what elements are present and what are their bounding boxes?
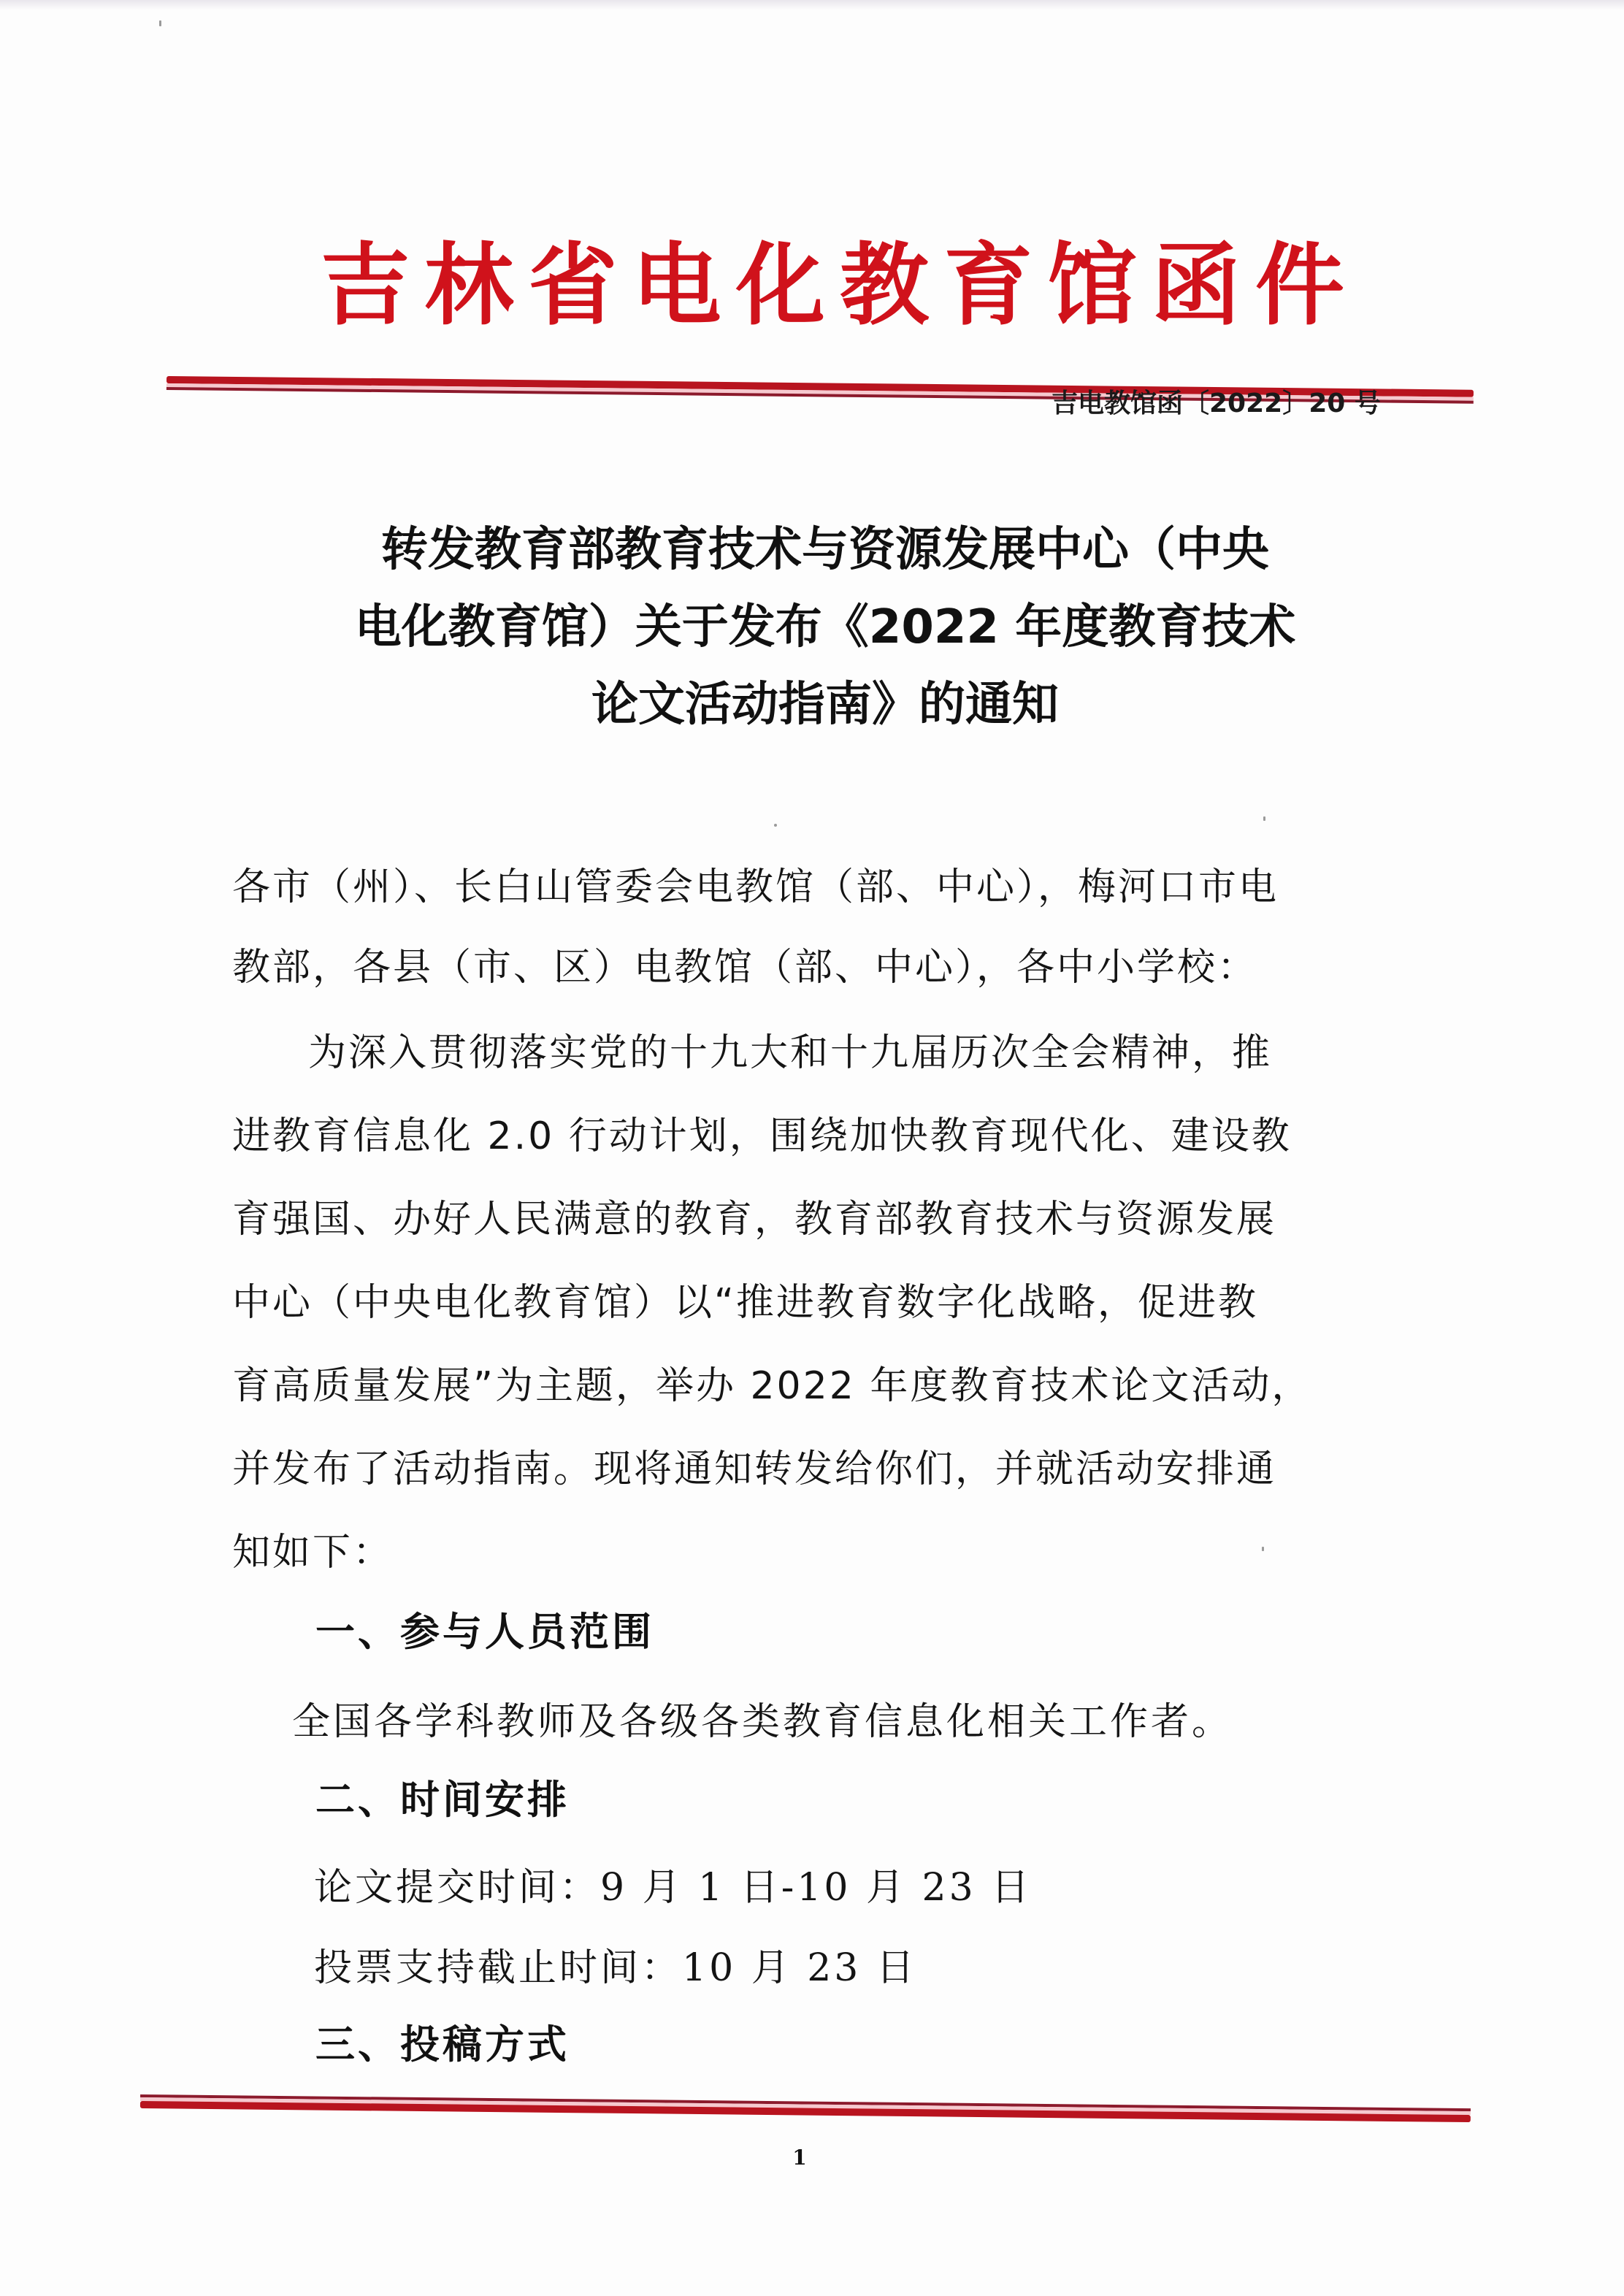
- scan-speck: [1262, 1547, 1264, 1551]
- paragraph-line: 中心（中央电化教育馆）以“推进教育数字化战略，促进教: [232, 1281, 1258, 1325]
- letterhead-char: 吉: [321, 232, 410, 337]
- salutation: [232, 847, 1386, 1008]
- subject-line: 电化教育馆）关于发布《2022 年度教育技术: [354, 600, 1296, 654]
- letterhead-char: 化: [735, 232, 825, 337]
- intro-paragraph: [232, 1011, 1386, 1594]
- paragraph-line: 进教育信息化 2.0 行动计划，围绕加快教育现代化、建设教: [232, 1114, 1292, 1158]
- paragraph-line: 育高质量发展”为主题，举办 2022 年度教育技术论文活动，: [232, 1364, 1312, 1408]
- scan-speck: [159, 20, 161, 26]
- section-heading-participants: 一、参与人员范围: [315, 1609, 654, 1655]
- paragraph-line: 知如下：: [232, 1531, 394, 1574]
- subject-line: 论文活动指南》的通知: [591, 678, 1059, 732]
- section-text-submission-time: 论文提交时间：9 月 1 日-10 月 23 日: [314, 1866, 1033, 1910]
- page-number: 1: [792, 2146, 807, 2170]
- paragraph-line: 育强国、办好人民满意的教育，教育部教育技术与资源发展: [232, 1198, 1277, 1241]
- salutation-line: 各市（州）、长白山管委会电教馆（部、中心），梅河口市电: [232, 865, 1279, 909]
- letterhead-char: 省: [528, 232, 618, 337]
- footer-red-rule: [140, 2094, 1471, 2122]
- section-text: 全国各学科教师及各级各类教育信息化相关工作者。: [292, 1700, 1233, 1744]
- paragraph-line: 并发布了活动指南。现将通知转发给你们，并就活动安排通: [232, 1447, 1277, 1491]
- scan-edge: [0, 0, 1624, 10]
- subject-line: 转发教育部教育技术与资源发展中心（中央: [381, 523, 1269, 577]
- letterhead-char: 电: [632, 232, 721, 337]
- section-text-vote-deadline: 投票支持截止时间：10 月 23 日: [314, 1946, 917, 1990]
- document-number: 吉电教馆函〔2022〕20 号: [1052, 389, 1381, 418]
- letterhead-char: 教: [840, 232, 930, 337]
- section-heading-submission-method: 三、投稿方式: [315, 2021, 570, 2067]
- scan-speck: [1263, 816, 1265, 821]
- subject-title: [226, 511, 1424, 743]
- letterhead-char: 馆: [1047, 232, 1137, 337]
- letterhead-char: 件: [1255, 232, 1344, 337]
- section-heading-schedule: 二、时间安排: [315, 1777, 570, 1823]
- letterhead-char: 函: [1151, 232, 1241, 337]
- letterhead-char: 育: [943, 232, 1033, 337]
- salutation-line: 教部，各县（市、区）电教馆（部、中心），各中小学校：: [232, 946, 1258, 990]
- letterhead-title: [314, 234, 1351, 336]
- letterhead-char: 林: [424, 232, 514, 337]
- paragraph-line: 为深入贯彻落实党的十九大和十九届历次全会精神，推: [308, 1031, 1273, 1075]
- scan-speck: [774, 824, 777, 827]
